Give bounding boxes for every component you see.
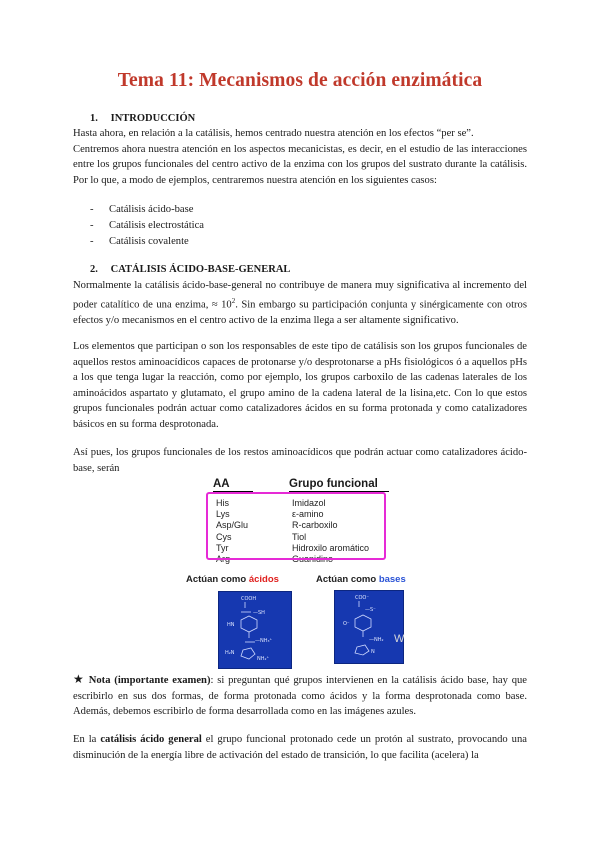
- structure-label: HN: [227, 622, 235, 628]
- structure-label: —NH₃⁺: [255, 638, 273, 644]
- structure-label: —NH₂: [369, 637, 384, 643]
- table-cell-group: Hidroxilo aromático: [292, 543, 370, 553]
- table-cell-aa: Lys: [216, 509, 230, 519]
- bases-label: Actúan como bases: [316, 574, 406, 585]
- column-header-group: Grupo funcional: [289, 478, 389, 492]
- table-cell-group: ε-amino: [292, 509, 324, 519]
- table-cell-aa: Cys: [216, 532, 232, 542]
- table-cell-group: Imidazol: [292, 498, 326, 508]
- catalysis-types-list: [90, 202, 204, 250]
- highlight-box: [206, 492, 386, 560]
- table-cell-aa: Asp/Glu: [216, 520, 249, 530]
- page-title: Tema 11: Mecanismos de acción enzimática: [117, 70, 483, 91]
- section-1-title: INTRODUCCIÓN: [110, 113, 196, 124]
- section-2-title: CATÁLISIS ÁCIDO-BASE-GENERAL: [110, 264, 291, 275]
- list-item: - Catálisis ácido-base: [90, 204, 194, 215]
- table-cell-group: Tiol: [292, 532, 307, 542]
- column-header-aa: AA: [213, 478, 253, 492]
- star-icon: ★: [73, 672, 85, 686]
- table-cell-group: R-carboxilo: [292, 520, 338, 530]
- structure-label: —S⁻: [365, 607, 376, 613]
- base-structures-image: [334, 590, 404, 664]
- intro-paragraph-2: Centremos ahora nuestra atención en los aspectos mecanicistas, es decir, en el estudio de las interacciones entre los grupos funcionales del centro activo de la enzima con los grupos del sustrato durante la catálisis. Por lo que, a modo de ejemplos, centraremos nuestra atención en los siguientes casos:: [73, 143, 527, 186]
- table-cell-aa: Tyr: [216, 543, 229, 553]
- list-item: - Catálisis covalente: [90, 236, 189, 247]
- structure-label: N: [371, 649, 375, 655]
- intro-paragraph-1: Hasta ahora, en relación a la catálisis, hemos centrado nuestra atención en los efectos “per se”.: [73, 128, 474, 139]
- structure-label: H₂N: [225, 650, 235, 656]
- note-label: Nota (importante examen): [88, 675, 211, 686]
- table-cell-group: Guanidino: [292, 554, 334, 564]
- structure-label: COO⁻: [355, 595, 370, 601]
- section-2-number: 2.: [90, 264, 98, 275]
- acid-base-paragraph-1: Normalmente la catálisis ácido-base-general no contribuye de manera muy significativa al incremento del poder catalítico de una enzima, ≈ $10^2$. Sin embargo su participación conjunta y sinérgicamente con otros efectos y/o mecanismos en el centro activo de la enzima llega a ser altamente significativo.: [73, 280, 527, 326]
- list-item: - Catálisis electrostática: [90, 220, 205, 231]
- general-acid-paragraph: En la catálisis ácido general el grupo funcional protonado cede un protón al sustrato, provocando una disminución de la energía libre de activación del estado de transición, lo que facilita (acelera) la: [73, 734, 527, 761]
- acids-label: Actúan como ácidos: [186, 574, 279, 585]
- acid-structures-image: [218, 591, 292, 669]
- watermark: W: [394, 633, 405, 645]
- section-1-heading: [90, 113, 195, 124]
- acid-base-paragraph-3: Así pues, los grupos funcionales de los restos aminoacídicos que podrán actuar como catalizadores ácido-base, serán: [73, 447, 527, 474]
- structure-label: O⁻: [343, 621, 350, 627]
- section-2-heading: [90, 264, 290, 275]
- structure-label: COOH: [241, 596, 257, 602]
- exam-note: ★ Nota (importante examen): si preguntan qué grupos intervienen en la catálisis ácido base, hay que escribirlo en sus dos formas, de forma protonada como ácidos y la forma desprotonada como base. Además, debemos escribirlo de forma desarrollada como en las imágenes azules.: [73, 672, 527, 717]
- table-cell-aa: His: [216, 498, 229, 508]
- structure-label: NH₂⁺: [257, 656, 270, 662]
- structure-label: —SH: [253, 610, 265, 616]
- acid-base-paragraph-2: Los elementos que participan o son los responsables de este tipo de catálisis son los grupos funcionales de aquellos restos aminoacídicos capaces de protonarse y/o desprotonarse a pHs fisiológicos ó a aquellos pHs a los que tenga lugar la reacción, como por ejemplo, los grupos carboxilo de las cadenas laterales de los aminoácidos aspartato y glutamato, el grupo amino de la cadena lateral de la lisina,etc. Con lo que estos grupos funcionales podrán actuar como catalizadores ácidos en su forma protonada y como catalizadores básicos en su forma desprotonada.: [73, 341, 527, 430]
- section-1-number: 1.: [90, 113, 98, 124]
- table-cell-aa: Arg: [216, 554, 231, 564]
